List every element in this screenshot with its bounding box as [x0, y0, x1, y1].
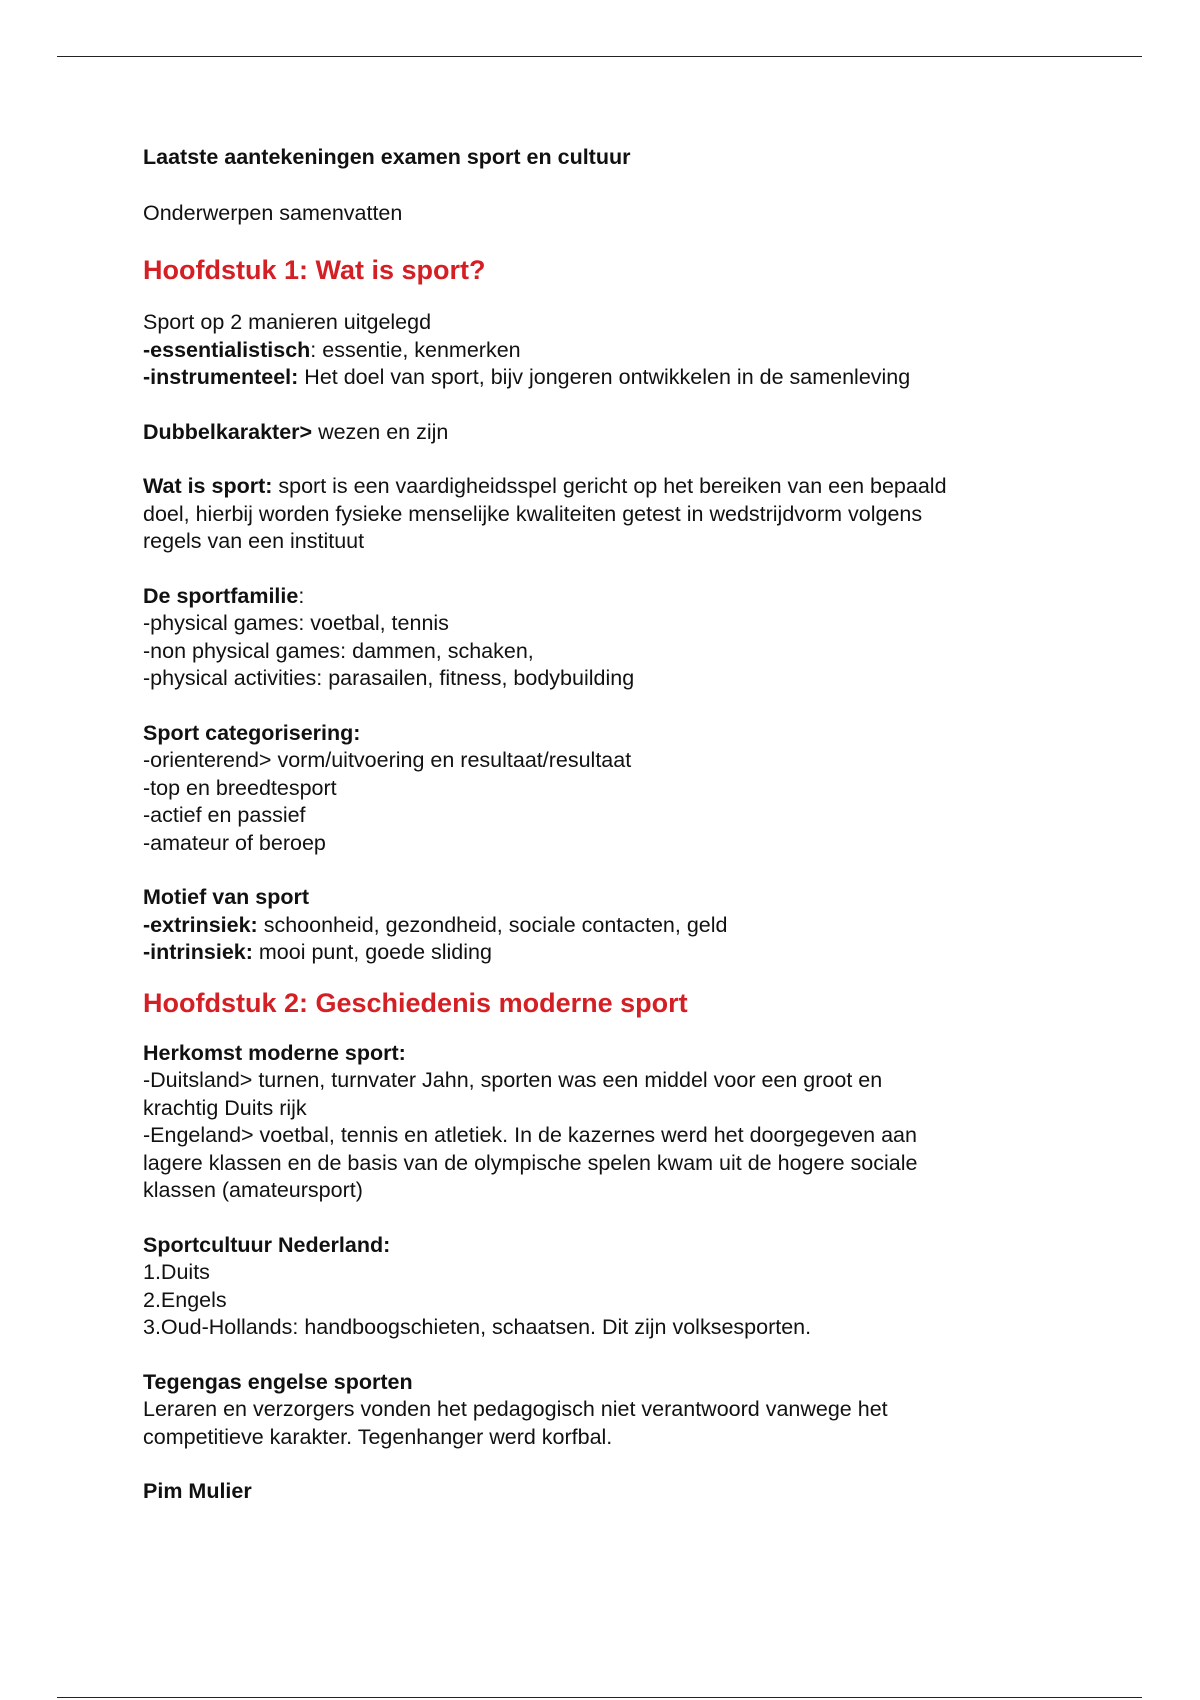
extrinsic-text: schoonheid, gezondheid, sociale contacten, geld	[257, 912, 728, 937]
explanation-intro: Sport op 2 manieren uitgelegd	[143, 310, 432, 334]
sportfamily-colon: :	[298, 583, 305, 608]
origin-line: klassen (amateursport)	[143, 1178, 363, 1202]
sportfamily-section	[143, 583, 1073, 693]
motive-label: Motief van sport	[143, 885, 310, 909]
origin-section	[143, 1040, 1073, 1205]
list-item: -orienterend> vorm/uitvoering en resultaat/resultaat	[143, 748, 632, 772]
mulier-section	[143, 1478, 1073, 1506]
dubbelkarakter-section	[143, 419, 1073, 447]
list-item: -non physical games: dammen, schaken,	[143, 638, 534, 663]
top-divider	[57, 56, 1142, 57]
list-item: 1.Duits	[143, 1260, 210, 1284]
origin-line: -Duitsland> turnen, turnvater Jahn, sporten was een middel voor een groot en	[143, 1068, 883, 1092]
sportculture-section	[143, 1232, 1073, 1342]
extrinsic-label: -extrinsiek:	[143, 912, 258, 937]
chapter-1-heading: Hoofdstuk 1: Wat is sport?	[143, 255, 486, 285]
list-item: -top en breedtesport	[143, 775, 337, 800]
counter-label: Tegengas engelse sporten	[143, 1369, 413, 1394]
counter-line: competitieve karakter. Tegenhanger werd korfbal.	[143, 1424, 613, 1449]
categorisation-section	[143, 720, 1073, 858]
instrumental-label: -instrumenteel:	[143, 365, 299, 389]
definition-line-1	[143, 473, 1073, 501]
sportculture-label: Sportcultuur Nederland:	[143, 1232, 391, 1257]
definition-text-1: sport is een vaardigheidsspel gericht op het bereiken van een bepaald	[272, 474, 947, 498]
sportfamily-heading	[143, 583, 1073, 611]
document-subtitle: Onderwerpen samenvatten	[143, 200, 403, 225]
definition-label: Wat is sport:	[143, 474, 273, 498]
list-item: 3.Oud-Hollands: handboogschieten, schaatsen. Dit zijn volksesporten.	[143, 1315, 812, 1339]
intrinsic-line	[143, 939, 1073, 967]
bottom-divider	[57, 1697, 1142, 1698]
counter-section	[143, 1369, 1073, 1452]
document-body	[143, 144, 1073, 1506]
list-item: -amateur of beroep	[143, 830, 326, 855]
origin-label: Herkomst moderne sport:	[143, 1040, 406, 1065]
motive-section	[143, 884, 1073, 967]
instrumental-text: Het doel van sport, bijv jongeren ontwikkelen in de samenleving	[298, 365, 911, 389]
mulier-label: Pim Mulier	[143, 1479, 252, 1503]
list-item: 2.Engels	[143, 1287, 227, 1312]
instrumental-line	[143, 364, 1073, 392]
origin-line: -Engeland> voetbal, tennis en atletiek. In de kazernes werd het doorgegeven aan	[143, 1123, 917, 1147]
categorisation-label: Sport categorisering:	[143, 720, 361, 745]
sportfamily-label: De sportfamilie	[143, 583, 299, 608]
definition-line-3: regels van een instituut	[143, 529, 365, 553]
essentialist-label: -essentialistisch	[143, 337, 311, 362]
dubbelkarakter-text: wezen en zijn	[312, 419, 449, 444]
extrinsic-line	[143, 912, 1073, 940]
list-item: -physical activities: parasailen, fitness, bodybuilding	[143, 666, 635, 690]
chapter-2-heading: Hoofdstuk 2: Geschiedenis moderne sport	[143, 987, 688, 1018]
intrinsic-text: mooi punt, goede sliding	[252, 940, 492, 964]
document-title: Laatste aantekeningen examen sport en cultuur	[143, 145, 631, 169]
definition-section	[143, 473, 1073, 556]
essentialist-line	[143, 337, 1073, 365]
origin-line: lagere klassen en de basis van de olympische spelen kwam uit de hogere sociale	[143, 1150, 918, 1175]
dubbelkarakter-line	[143, 419, 1073, 447]
dubbelkarakter-label: Dubbelkarakter>	[143, 419, 313, 444]
intrinsic-label: -intrinsiek:	[143, 940, 253, 964]
origin-line: krachtig Duits rijk	[143, 1095, 307, 1120]
essentialist-text: : essentie, kenmerken	[310, 337, 521, 362]
counter-line: Leraren en verzorgers vonden het pedagogisch niet verantwoord vanwege het	[143, 1397, 888, 1421]
list-item: -actief en passief	[143, 803, 306, 827]
definition-line-2: doel, hierbij worden fysieke menselijke kwaliteiten getest in wedstrijdvorm volgens	[143, 501, 923, 526]
sport-explanation-section	[143, 309, 1073, 392]
list-item: -physical games: voetbal, tennis	[143, 611, 449, 635]
